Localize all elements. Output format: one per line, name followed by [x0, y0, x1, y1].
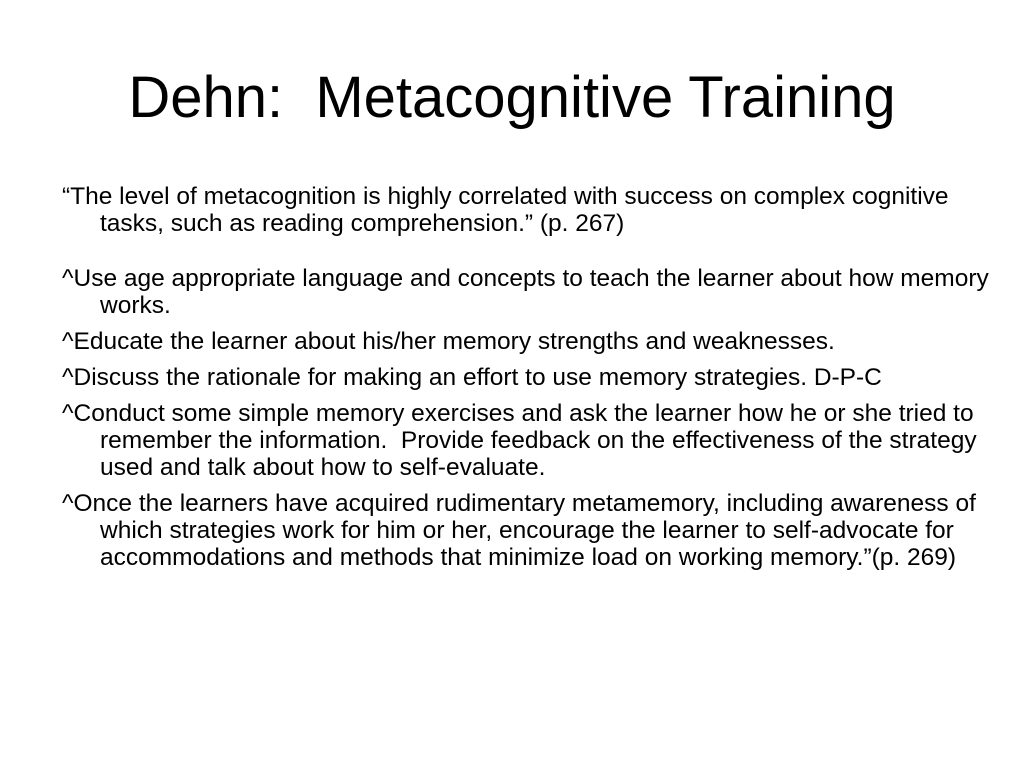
quote-paragraph: “The level of metacognition is highly correlated with success on complex cognitive tasks, such as reading comprehension.” (p. 267) — [62, 183, 956, 237]
bullet-paragraph: ^Conduct some simple memory exercises and ask the learner how he or she tried to remember the information. Provide feedback on the effectiveness of the strategy used and talk about how to self-evaluate. — [62, 400, 984, 481]
slide-title: Dehn: Metacognitive Training — [128, 65, 896, 130]
slide-body — [62, 183, 996, 580]
bullet-paragraph: ^Discuss the rationale for making an effort to use memory strategies. D-P-C — [62, 364, 882, 391]
bullet-paragraph: ^Once the learners have acquired rudimentary metamemory, including awareness of which strategies work for him or her, encourage the learner to self-advocate for accommodations and methods that minimize load on working memory.”(p. 269) — [62, 490, 983, 571]
bullet-paragraph: ^Use age appropriate language and concepts to teach the learner about how memory works. — [62, 265, 996, 319]
bullet-paragraph: ^Educate the learner about his/her memory strengths and weaknesses. — [62, 328, 835, 355]
